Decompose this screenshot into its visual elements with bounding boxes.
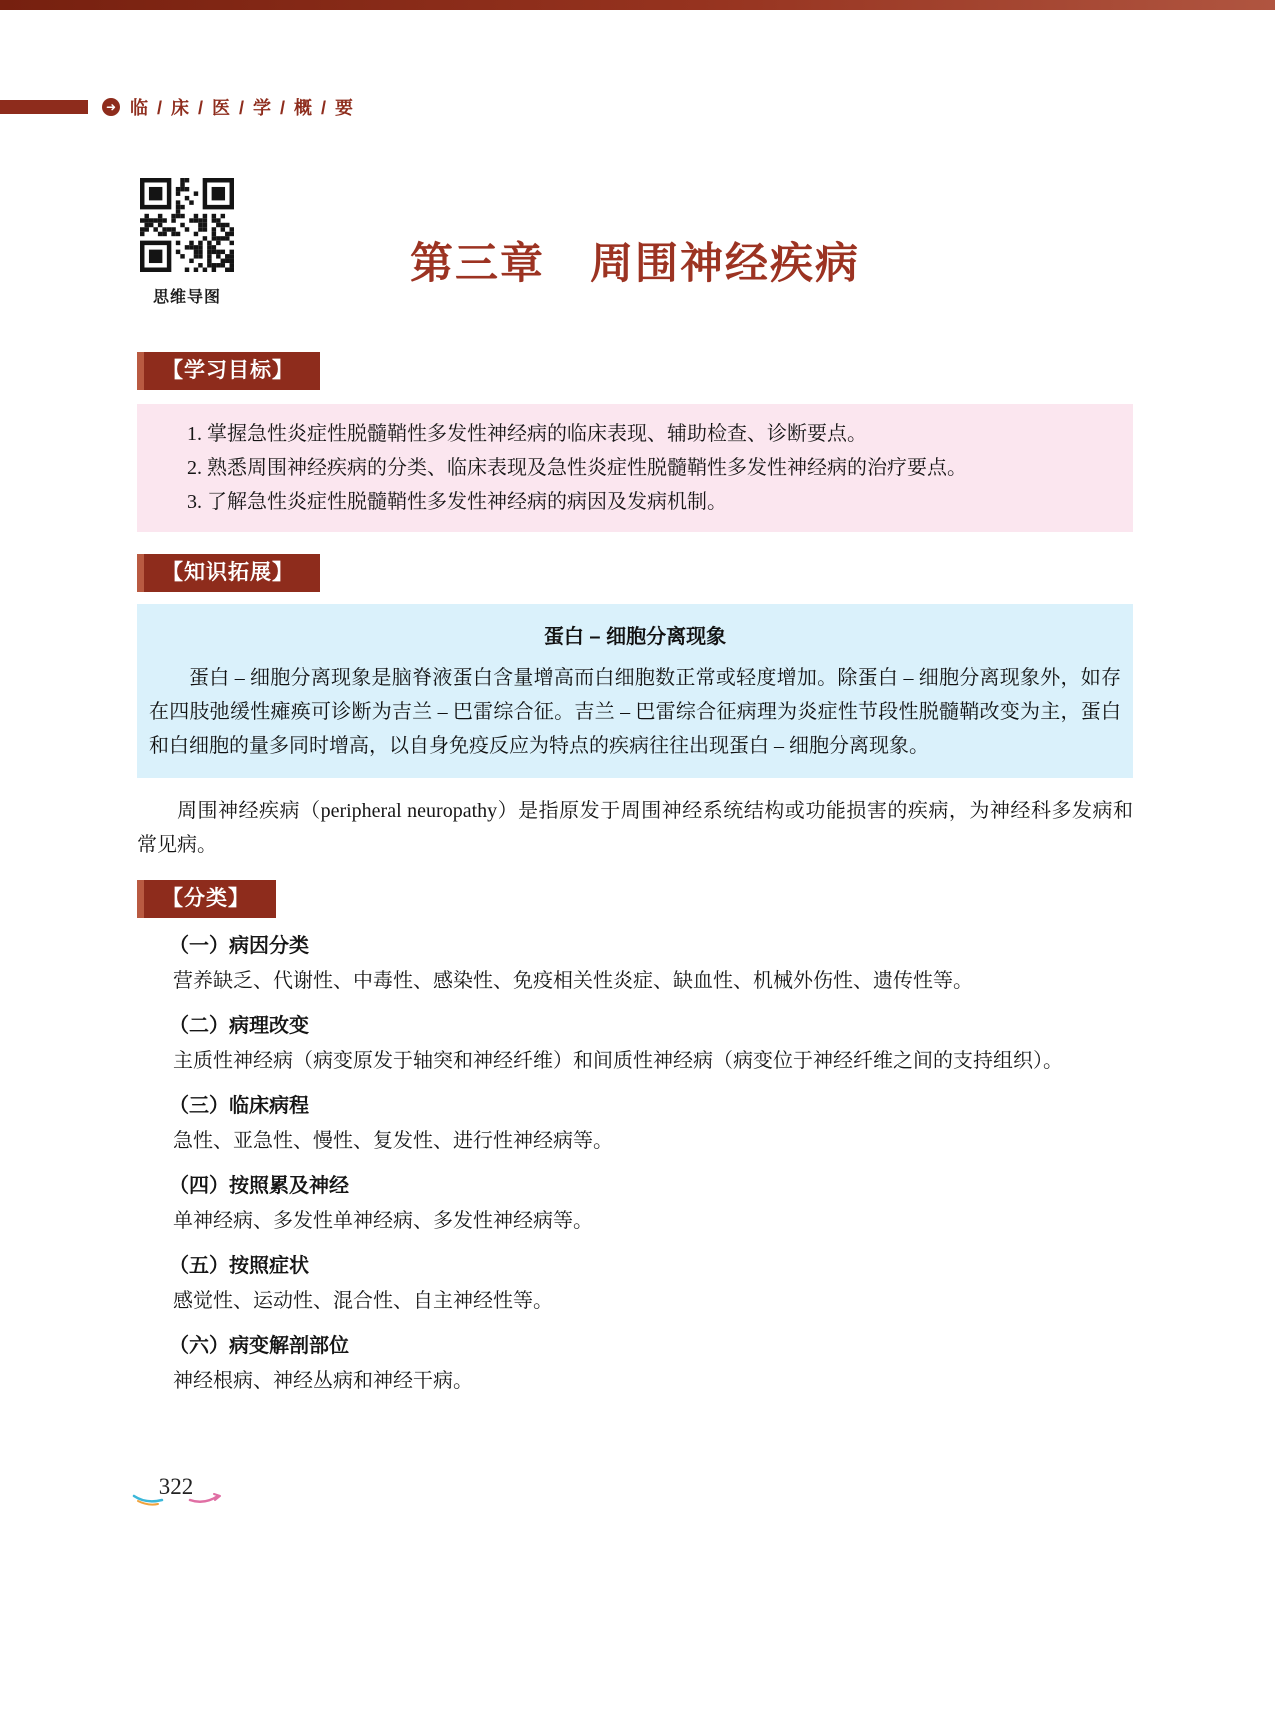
knowledge-box-text: 蛋白 – 细胞分离现象是脑脊液蛋白含量增高而白细胞数正常或轻度增加。除蛋白 – 细胞分离现象外，如存在四肢弛缓性瘫痪可诊断为吉兰 – 巴雷综合征。吉兰 – 巴雷综合征病理为炎症性节段性脱髓鞘改变为主，蛋白和白细胞的量多同时增高，以自身免疫反应为特点的疾病往往出现蛋白 – 细胞分离现象。	[149, 667, 1121, 757]
section-label-knowledge: 【知识拓展】	[137, 554, 320, 592]
classification-item	[137, 1172, 1133, 1238]
classification-heading: （六）病变解剖部位	[169, 1335, 349, 1357]
classification-item	[137, 1332, 1133, 1398]
arrow-circle-icon: ➜	[102, 98, 120, 116]
knowledge-box-title: 蛋白 – 细胞分离现象	[543, 626, 727, 648]
chapter-title: 第三章 周围神经疾病	[410, 241, 860, 288]
section-label-objectives: 【学习目标】	[137, 352, 320, 390]
page-number-value: 322	[158, 1474, 194, 1499]
running-head-bar	[0, 100, 88, 114]
classification-heading: （二）病理改变	[169, 1015, 309, 1037]
classification-body: 神经根病、神经丛病和神经干病。	[173, 1370, 473, 1392]
classification-item	[137, 1012, 1133, 1078]
classification-body: 主质性神经病（病变原发于轴突和神经纤维）和间质性神经病（病变位于神经纤维之间的支持组织）。	[173, 1050, 1063, 1072]
intro-paragraph: 周围神经疾病（peripheral neuropathy）是指原发于周围神经系统结构或功能损害的疾病，为神经科多发病和常见病。	[137, 800, 1133, 856]
classification-item	[137, 1092, 1133, 1158]
classification-heading: （四）按照累及神经	[169, 1175, 349, 1197]
classification-item	[137, 932, 1133, 998]
section-label-classification: 【分类】	[137, 880, 276, 918]
objective-item: 1. 掌握急性炎症性脱髓鞘性多发性神经病的临床表现、辅助检查、诊断要点。	[187, 423, 867, 445]
classification-heading: （一）病因分类	[169, 935, 309, 957]
running-head	[0, 94, 355, 120]
classification-heading: （三）临床病程	[169, 1095, 309, 1117]
classification-item	[137, 1252, 1133, 1318]
running-head-title: 临 / 床 / 医 / 学 / 概 / 要	[130, 98, 356, 118]
page-content	[137, 352, 1133, 1398]
classification-body: 单神经病、多发性单神经病、多发性神经病等。	[173, 1210, 593, 1232]
classification-body: 急性、亚急性、慢性、复发性、进行性神经病等。	[173, 1130, 613, 1152]
page-number	[128, 1474, 224, 1510]
objectives-box	[137, 404, 1133, 532]
qr-caption: 思维导图	[152, 289, 221, 306]
classification-heading: （五）按照症状	[169, 1255, 309, 1277]
objective-item: 3. 了解急性炎症性脱髓鞘性多发性神经病的病因及发病机制。	[187, 491, 727, 513]
objective-item: 2. 熟悉周围神经疾病的分类、临床表现及急性炎症性脱髓鞘性多发性神经病的治疗要点。	[187, 457, 967, 479]
classification-body: 营养缺乏、代谢性、中毒性、感染性、免疫相关性炎症、缺血性、机械外伤性、遗传性等。	[173, 970, 973, 992]
knowledge-box	[137, 604, 1133, 778]
top-decorative-strip	[0, 0, 1275, 10]
classification-body: 感觉性、运动性、混合性、自主神经性等。	[173, 1290, 553, 1312]
